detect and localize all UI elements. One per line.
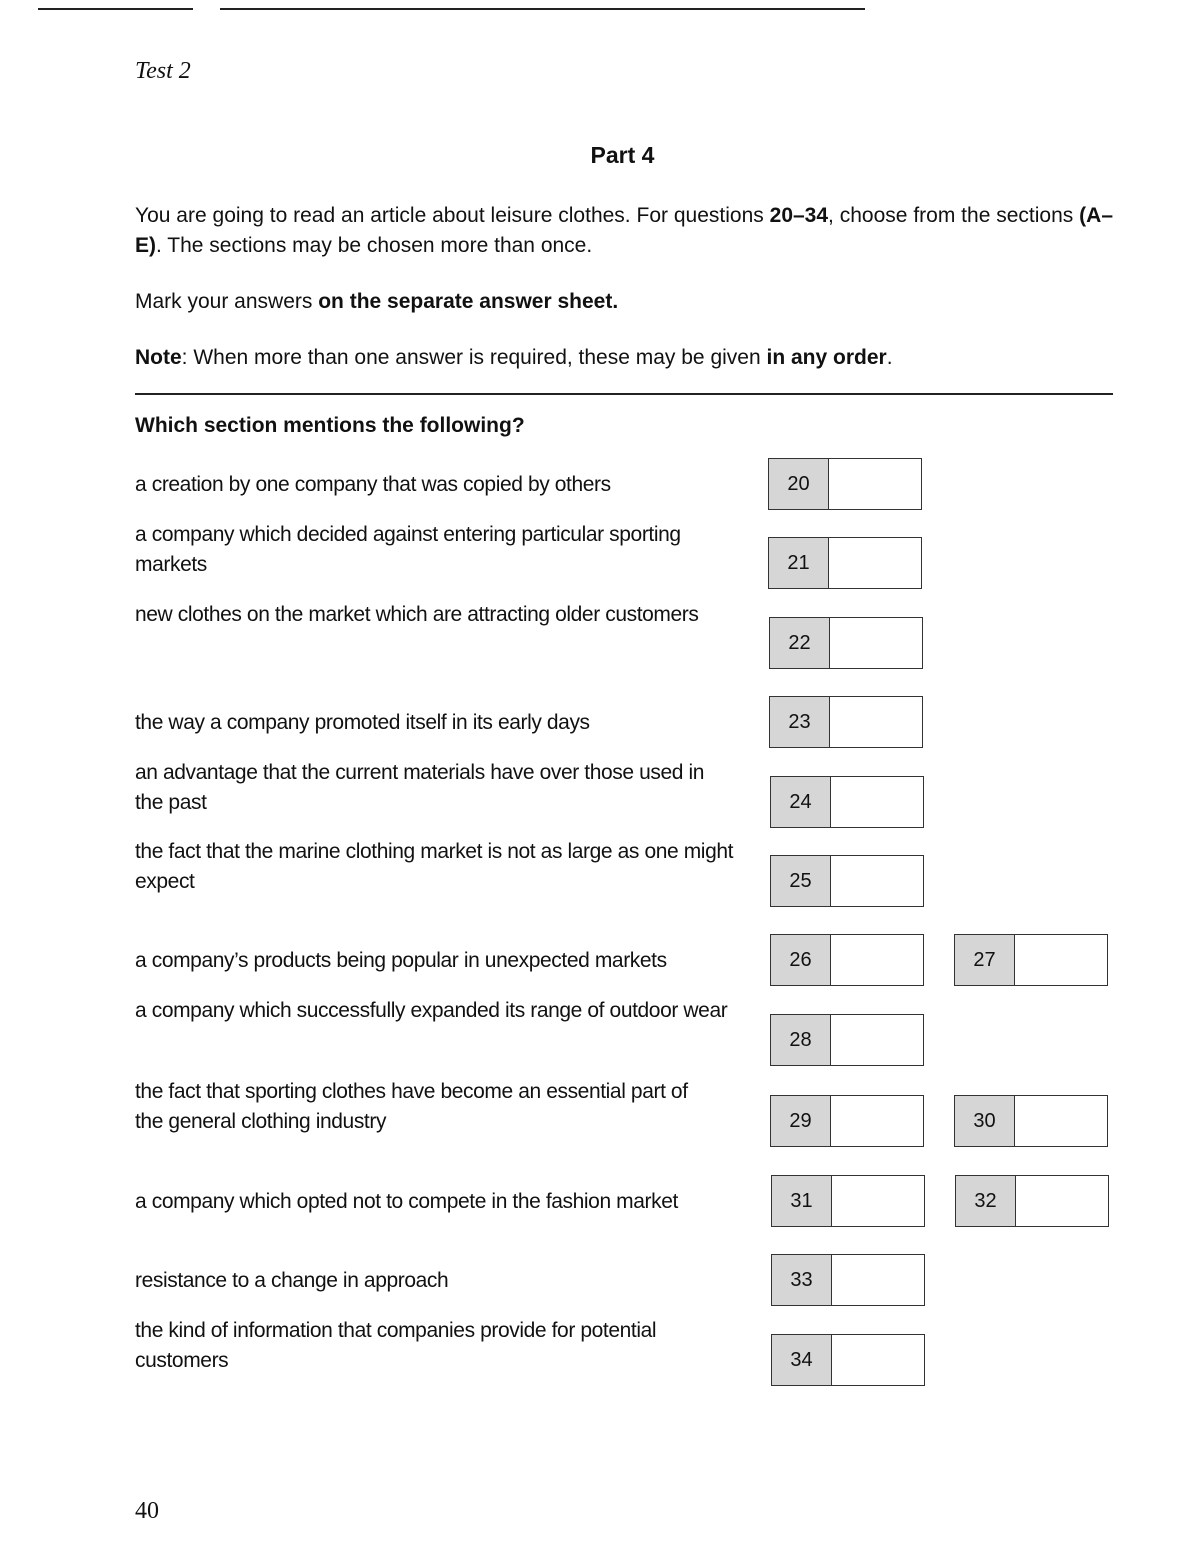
item-28-text: a company which successfully expanded its range of outdoor wear <box>135 999 728 1022</box>
question-number: 29 <box>771 1096 831 1146</box>
answer-box-20[interactable] <box>768 458 922 510</box>
item-22-text: new clothes on the market which are attracting older customers <box>135 603 699 626</box>
answer-box-27[interactable] <box>954 934 1108 986</box>
answer-box-26[interactable] <box>770 934 924 986</box>
answer-blank[interactable] <box>829 459 921 509</box>
item-21-text: a company which decided against entering particular sporting markets <box>135 523 681 576</box>
answer-blank[interactable] <box>831 856 923 906</box>
answer-blank[interactable] <box>1015 1096 1107 1146</box>
item-34-text: the kind of information that companies provide for potential customers <box>135 1319 657 1372</box>
question-number: 27 <box>955 935 1015 985</box>
answer-box-25[interactable] <box>770 855 924 907</box>
question-number: 24 <box>771 777 831 827</box>
top-rule-left <box>38 8 193 10</box>
question-number: 32 <box>956 1176 1016 1226</box>
question-number: 28 <box>771 1015 831 1065</box>
answer-blank[interactable] <box>830 697 922 747</box>
answer-box-21[interactable] <box>768 537 922 589</box>
item-20-text: a creation by one company that was copied by others <box>135 473 611 496</box>
note-paragraph: Note: When more than one answer is required, these may be given in any order. <box>135 346 893 369</box>
running-head: Test 2 <box>135 58 191 84</box>
item-33-text: resistance to a change in approach <box>135 1269 449 1292</box>
item-24-text: an advantage that the current materials have over those used in the past <box>135 761 705 814</box>
answer-box-28[interactable] <box>770 1014 924 1066</box>
part-title: Part 4 <box>590 142 655 168</box>
question-number: 34 <box>772 1335 832 1385</box>
answer-blank[interactable] <box>1016 1176 1108 1226</box>
question-number: 33 <box>772 1255 832 1305</box>
question-number: 30 <box>955 1096 1015 1146</box>
item-25-text: the fact that the marine clothing market is not as large as one might expect <box>135 840 734 893</box>
question-number: 22 <box>770 618 830 668</box>
instructions-paragraph: You are going to read an article about leisure clothes. For questions 20–34, choose from the sections (A–E). The sections may be chosen more than once. <box>135 204 1113 257</box>
question-number: 31 <box>772 1176 832 1226</box>
answer-blank[interactable] <box>831 935 923 985</box>
item-23-text: the way a company promoted itself in its early days <box>135 711 590 734</box>
answer-box-31[interactable] <box>771 1175 925 1227</box>
question-number: 20 <box>769 459 829 509</box>
top-rule-right <box>220 8 865 10</box>
answer-box-32[interactable] <box>955 1175 1109 1227</box>
answer-blank[interactable] <box>832 1335 924 1385</box>
question-number: 23 <box>770 697 830 747</box>
answer-box-33[interactable] <box>771 1254 925 1306</box>
page-number: 40 <box>135 1498 159 1524</box>
mark-answers-paragraph: Mark your answers on the separate answer sheet. <box>135 290 619 313</box>
item-29-30-text: the fact that sporting clothes have become an essential part of the general clothing industry <box>135 1080 688 1133</box>
answer-blank[interactable] <box>831 1096 923 1146</box>
item-26-27-text: a company’s products being popular in unexpected markets <box>135 949 667 972</box>
answer-box-24[interactable] <box>770 776 924 828</box>
answer-box-30[interactable] <box>954 1095 1108 1147</box>
answer-blank[interactable] <box>831 1015 923 1065</box>
item-31-32-text: a company which opted not to compete in the fashion market <box>135 1190 678 1213</box>
question-number: 25 <box>771 856 831 906</box>
question-heading: Which section mentions the following? <box>135 414 525 437</box>
answer-blank[interactable] <box>1015 935 1107 985</box>
answer-blank[interactable] <box>832 1255 924 1305</box>
answer-box-22[interactable] <box>769 617 923 669</box>
answer-blank[interactable] <box>830 618 922 668</box>
answer-blank[interactable] <box>831 777 923 827</box>
answer-box-23[interactable] <box>769 696 923 748</box>
answer-blank[interactable] <box>829 538 921 588</box>
answer-box-34[interactable] <box>771 1334 925 1386</box>
question-number: 26 <box>771 935 831 985</box>
question-number: 21 <box>769 538 829 588</box>
answer-box-29[interactable] <box>770 1095 924 1147</box>
answer-blank[interactable] <box>832 1176 924 1226</box>
section-divider <box>135 393 1113 395</box>
